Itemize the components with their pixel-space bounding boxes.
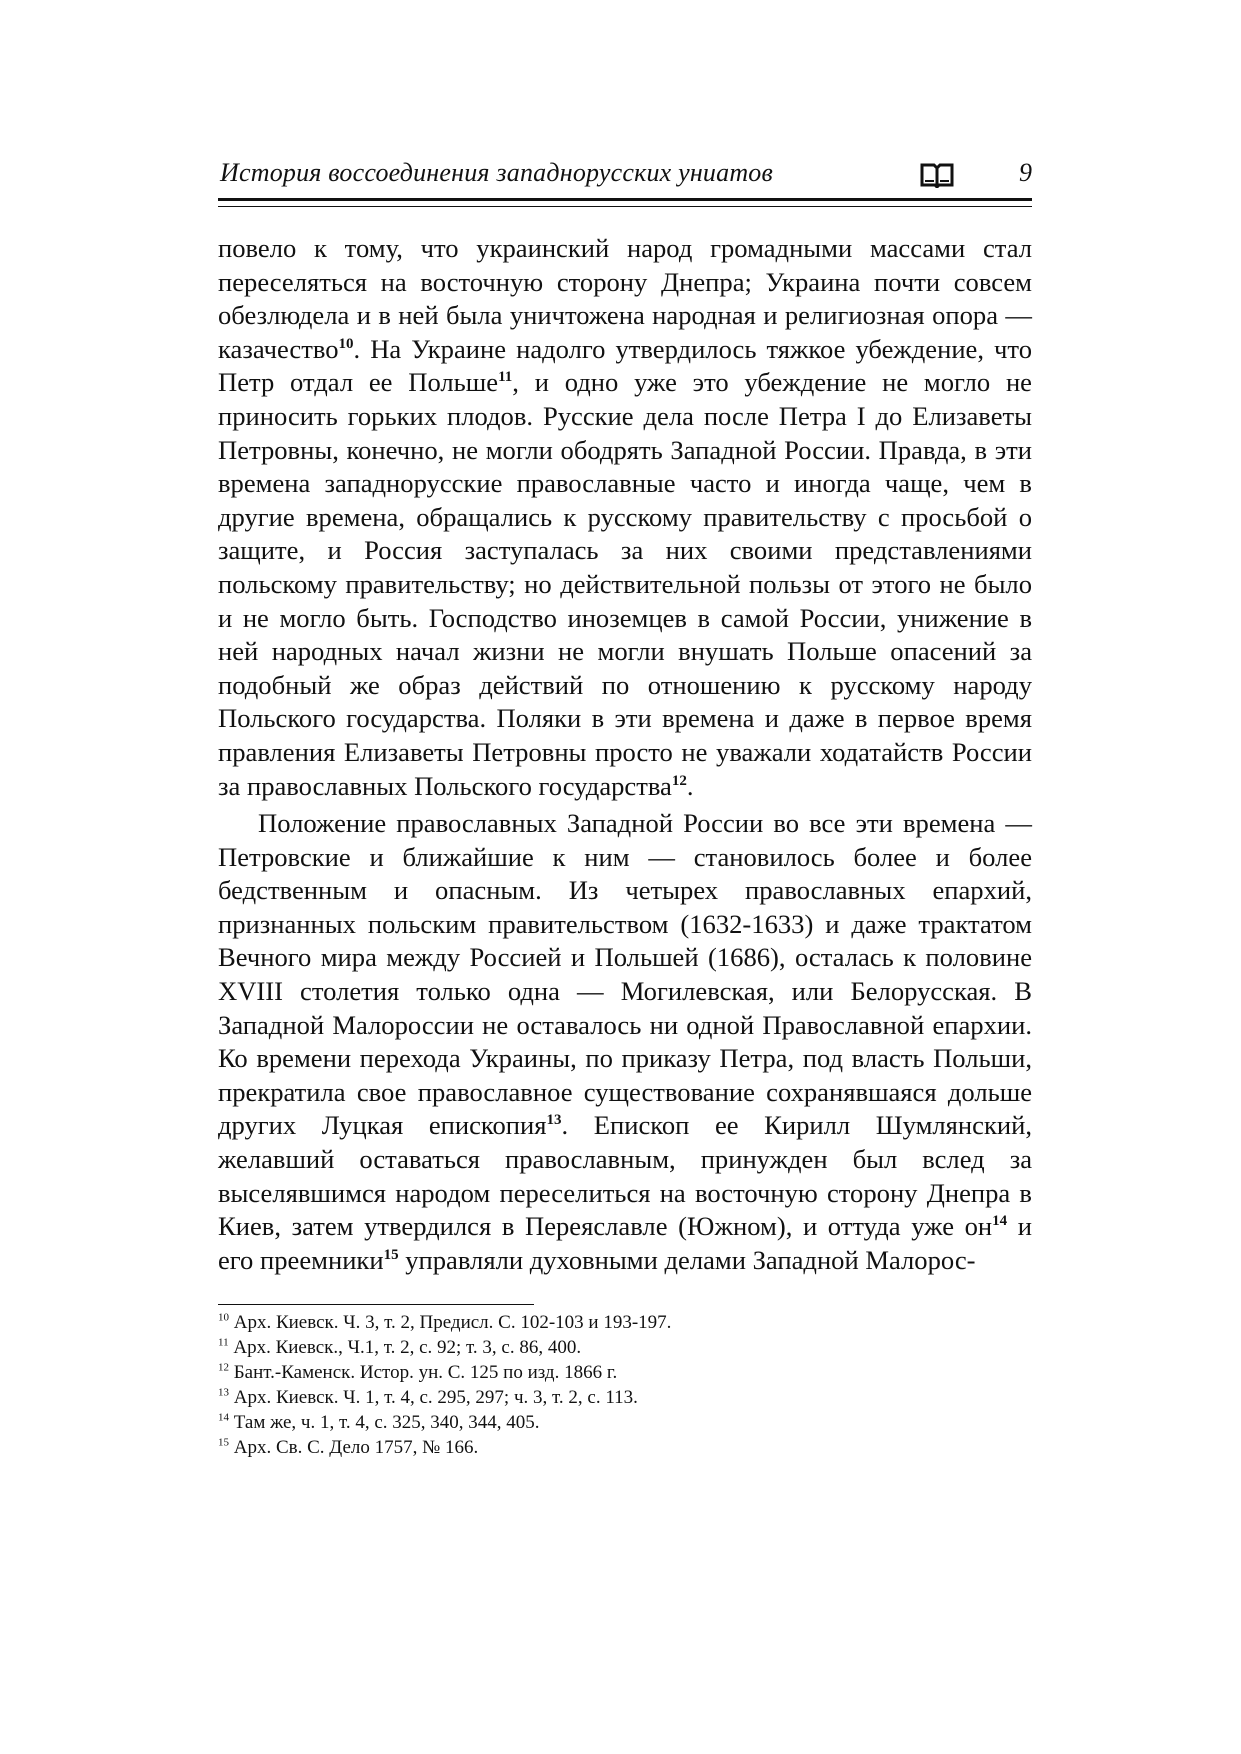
footnote-number: 14 [218,1411,229,1424]
running-header [218,158,1032,194]
footnote [218,1385,1032,1410]
footnote [218,1360,1032,1385]
footnote-separator [218,1304,534,1305]
footnote-ref: 11 [498,369,513,386]
text-run: Положение православных Западной России во все эти времена — Петровские и ближайшие к ним — становилось более и более бедственным и опасным. Из четырех православных епархий, признанных польским правительством (1632-1633) и даже трактатом Вечного мира между Россией и Польшей (1686), осталась к половине XVIII столетия только одна — Могилевская, или Белорусская. В Западной Малороссии не оставалось ни одной Православной епархии. Ко времени перехода Украины, по приказу Петра, под власть Польши, прекратила свое православное существование сохранявшаяся дольше других Луцкая епископия [218,808,1032,1141]
text-run: . На Украине надолго утвердилось тяжкое убеждение, что Петр отдал ее Польше [218,333,1032,398]
footnote-text: Арх. Киевск. Ч. 1, т. 4, с. 295, 297; ч. 3, т. 2, с. 113. [229,1387,638,1408]
text-run: повело к тому, что украинский народ громадными массами стал переселяться на восточную сторону Днепра; Украина почти совсем обезлюдела и в ней была уничтожена народная и религиозная опора — казачество [218,233,1032,364]
running-title: История воссоединения западнорусских униатов [220,158,773,187]
footnote-number: 15 [218,1436,229,1449]
text-run: и его преемники [218,1211,1032,1275]
footnotes [218,1310,1032,1460]
footnote-ref: 12 [671,772,687,789]
footnote-ref: 15 [383,1246,399,1263]
footnote-number: 10 [218,1311,229,1324]
text-run: управляли духовными делами Западной Малорос- [398,1244,976,1275]
footnote-ref: 14 [992,1213,1008,1230]
text-run: , и одно уже это убеждение не могло не приносить горьких плодов. Русские дела после Петра I до Елизаветы Петровны, конечно, не могли ободрять Западной России. Правда, в эти времена западнорусские православные часто и иногда чаще, чем в другие времена, обращались к русскому правительству с просьбой о защите, и Россия заступалась за них своими представлениями польскому правительству; но действительной пользы от этого не было и не могло быть. Господство иноземцев в самой России, унижение в ней народных начал жизни не могли внушать Польше опасений за подобный же образ действий по отношению к русскому народу Польского государства. Поляки в эти времена и даже в первое время правления Елизаветы Петровны просто не уважали ходатайств России за православных Польского государства [218,367,1032,801]
text-run: . Епископ ее Кирилл Шумлянский, желавший оставаться православным, принужден был вслед за выселявшимся народом переселиться на восточную сторону Днепра в Киев, затем утвердился в Переяславле (Южном), и оттуда уже он [218,1110,1032,1242]
footnote [218,1335,1032,1360]
footnote-text: Арх. Киевск., Ч.1, т. 2, с. 92; т. 3, с. 86, 400. [228,1337,582,1358]
footnote-ref: 13 [546,1112,562,1129]
header-rule-thick [218,198,1032,201]
footnote-number: 12 [218,1361,229,1374]
footnote-number: 11 [218,1336,229,1349]
footnote-text: Бант.-Каменск. Истор. ун. С. 125 по изд. 1866 г. [229,1362,618,1383]
paragraph [218,807,1032,1277]
footnote-text: Арх. Киевск. Ч. 3, т. 2, Предисл. С. 102-103 и 193-197. [229,1312,672,1333]
footnote-text: Арх. Св. С. Дело 1757, № 166. [229,1437,479,1458]
page-number: 9 [1019,158,1032,187]
footnote-number: 13 [218,1386,229,1399]
footnote-ref: 10 [338,335,354,352]
main-text [218,232,1032,1277]
paragraph [218,232,1032,803]
book-icon [920,162,954,188]
footnote [218,1435,1032,1460]
footnote-text: Там же, ч. 1, т. 4, с. 325, 340, 344, 405. [229,1412,540,1433]
text-run: . [686,770,694,801]
footnote [218,1310,1032,1335]
footnote [218,1410,1032,1435]
header-rule-thin [218,206,1032,207]
